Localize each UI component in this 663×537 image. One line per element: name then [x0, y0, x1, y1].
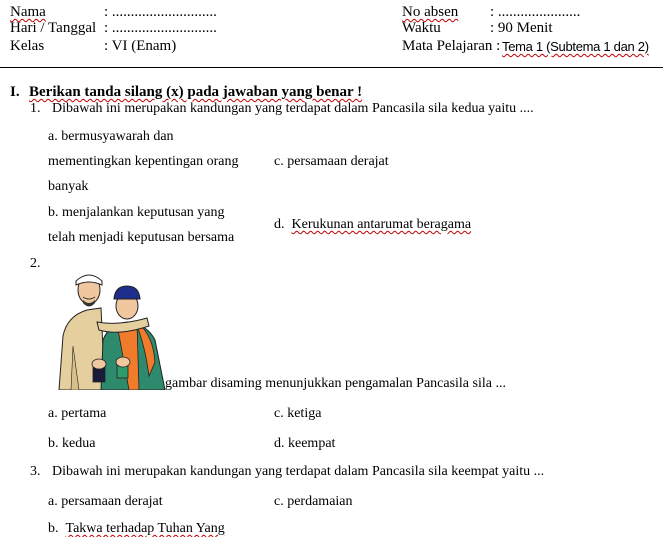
header-divider [0, 67, 663, 68]
option-b[interactable]: b. kedua [48, 436, 96, 451]
option-b-line[interactable]: b. menjalankan keputusan yang [48, 205, 225, 220]
option-c[interactable]: c. ketiga [274, 406, 322, 421]
option-c[interactable]: c. perdamaian [274, 494, 353, 509]
nama-field[interactable]: : ............................ [104, 4, 217, 20]
mata-pelajaran-label: Mata Pelajaran : [402, 38, 501, 54]
people-embracing-illustration [57, 266, 167, 390]
option-a-line[interactable]: mementingkan kepentingan orang [48, 154, 239, 169]
option-a-line[interactable]: a. bermusyawarah dan [48, 129, 174, 144]
hari-tanggal-field[interactable]: : ............................ [104, 20, 217, 36]
option-c[interactable]: c. persamaan derajat [274, 154, 389, 169]
option-d[interactable]: d. Kerukunan antarumat beragama [274, 217, 472, 232]
no-absen-label: No absen [402, 4, 459, 20]
option-b[interactable]: b. Takwa terhadap Tuhan Yang [48, 521, 225, 536]
question-number: 1. [30, 101, 41, 116]
section-title: Berikan tanda silang (x) pada jawaban yang benar ! [29, 84, 363, 100]
question-number: 2. [30, 256, 41, 271]
kelas-value: : VI (Enam) [104, 38, 177, 54]
section-number: I. [10, 84, 20, 100]
waktu-value: : 90 Menit [490, 20, 553, 36]
mata-pelajaran-value: Tema 1 (Subtema 1 dan 2) [502, 39, 649, 54]
kelas-label: Kelas [10, 38, 45, 54]
question-text: Dibawah ini merupakan kandungan yang terdapat dalam Pancasila sila kedua yaitu .... [52, 101, 534, 116]
no-absen-field[interactable]: : ...................... [490, 4, 581, 20]
question-text: Dibawah ini merupakan kandungan yang terdapat dalam Pancasila sila keempat yaitu ... [52, 464, 545, 479]
option-b-line[interactable]: telah menjadi keputusan bersama [48, 230, 235, 245]
question-text: gambar disaming menunjukkan pengamalan Pancasila sila ... [165, 376, 506, 391]
option-a[interactable]: a. persamaan derajat [48, 494, 163, 509]
question-number: 3. [30, 464, 41, 479]
waktu-label: Waktu [402, 20, 441, 36]
option-d[interactable]: d. keempat [274, 436, 336, 451]
nama-label: Nama [10, 4, 46, 20]
option-a-line[interactable]: banyak [48, 179, 89, 194]
option-a[interactable]: a. pertama [48, 406, 107, 421]
hari-tanggal-label: Hari / Tanggal [10, 20, 97, 36]
